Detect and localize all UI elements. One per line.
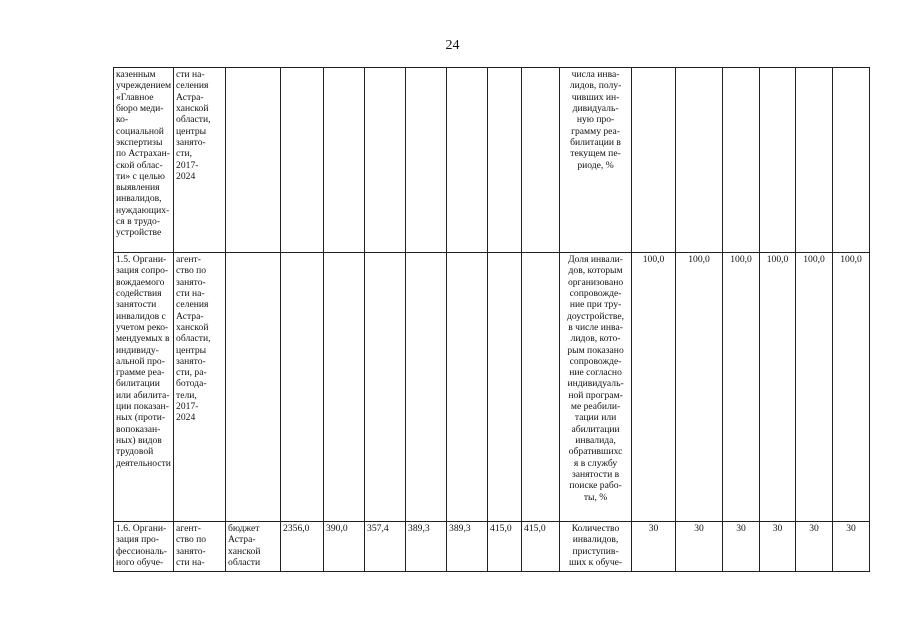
target-value-cell: 30 bbox=[723, 522, 760, 572]
target-value-cell: 30 bbox=[760, 522, 796, 572]
amount-cell bbox=[522, 253, 560, 522]
amount-cell: 415,0 bbox=[488, 522, 522, 572]
target-value-cell: 100,0 bbox=[632, 253, 676, 522]
target-value-cell: 30 bbox=[676, 522, 723, 572]
target-value-cell: 100,0 bbox=[760, 253, 796, 522]
measure-cell: казенным учреждением «Главное бюро меди- ко- социальной экспертизы по Астрахан- ской облас- ти» с целью выявления инвалидов, нуждающих- ся в трудо- устройстве bbox=[114, 68, 174, 253]
amount-cell bbox=[447, 253, 488, 522]
amount-cell bbox=[281, 68, 324, 253]
target-value-cell bbox=[676, 68, 723, 253]
target-value-cell: 100,0 bbox=[676, 253, 723, 522]
amount-cell: 390,0 bbox=[324, 522, 365, 572]
target-value-cell: 30 bbox=[833, 522, 870, 572]
target-value-cell bbox=[723, 68, 760, 253]
amount-cell bbox=[324, 253, 365, 522]
indicator-cell: Количество инвалидов, приступив- ших к обуче- bbox=[560, 522, 632, 572]
target-value-cell bbox=[796, 68, 833, 253]
target-value-cell: 100,0 bbox=[723, 253, 760, 522]
table-row bbox=[114, 522, 870, 572]
amount-cell bbox=[488, 253, 522, 522]
indicator-cell: Доля инвали- дов, которым организовано сопровожде- ние при тру- доустройстве, в числе инва- лидов, кото- рым показано сопровожде- ние согласно индивидуаль- ной програм- ме реабили- тации или абилитации инвалида, обратившихс я в службу занятости в поиске рабо- ты, % bbox=[560, 253, 632, 522]
amount-cell bbox=[488, 68, 522, 253]
amount-cell: 357,4 bbox=[365, 522, 406, 572]
amount-cell: 2356,0 bbox=[281, 522, 324, 572]
target-value-cell: 30 bbox=[796, 522, 833, 572]
target-value-cell: 100,0 bbox=[796, 253, 833, 522]
funding-source-cell bbox=[226, 68, 281, 253]
table-row bbox=[114, 68, 870, 253]
page-number: 24 bbox=[445, 38, 460, 53]
executor-cell: агент- ство по занято- сти на- bbox=[174, 522, 226, 572]
amount-cell bbox=[324, 68, 365, 253]
amount-cell: 415,0 bbox=[522, 522, 560, 572]
amount-cell: 389,3 bbox=[447, 522, 488, 572]
target-value-cell: 100,0 bbox=[833, 253, 870, 522]
amount-cell bbox=[406, 68, 447, 253]
amount-cell bbox=[365, 253, 406, 522]
target-value-cell bbox=[760, 68, 796, 253]
amount-cell bbox=[447, 68, 488, 253]
executor-cell: сти на- селения Астра- ханской области, центры занято- сти, 2017- 2024 bbox=[174, 68, 226, 253]
funding-source-cell bbox=[226, 253, 281, 522]
target-value-cell bbox=[833, 68, 870, 253]
measure-cell: 1.6. Органи- зация про- фессиональ- ного обуче- bbox=[114, 522, 174, 572]
measure-cell: 1.5. Органи- зация сопро- вождаемого содействия занятости инвалидов с учетом реко- мендуемых в индивиду- альной про- грамме реа- билитации или абилита- ции показан- ных (проти- вопоказан- ных) видов трудовой деятельности bbox=[114, 253, 174, 522]
target-value-cell bbox=[632, 68, 676, 253]
funding-source-cell: бюджет Астра- ханской области bbox=[226, 522, 281, 572]
amount-cell bbox=[406, 253, 447, 522]
amount-cell bbox=[365, 68, 406, 253]
amount-cell bbox=[522, 68, 560, 253]
executor-cell: агент- ство по занято- сти на- селения Астра- ханской области, центры занято- сти, ра- ботода- тели, 2017- 2024 bbox=[174, 253, 226, 522]
program-table bbox=[113, 67, 870, 572]
target-value-cell: 30 bbox=[632, 522, 676, 572]
amount-cell: 389,3 bbox=[406, 522, 447, 572]
table-row bbox=[114, 253, 870, 522]
indicator-cell: числа инва- лидов, полу- чивших ин- дивидуаль- ную про- грамму реа- билитации в текущем пе- риоде, % bbox=[560, 68, 632, 253]
amount-cell bbox=[281, 253, 324, 522]
